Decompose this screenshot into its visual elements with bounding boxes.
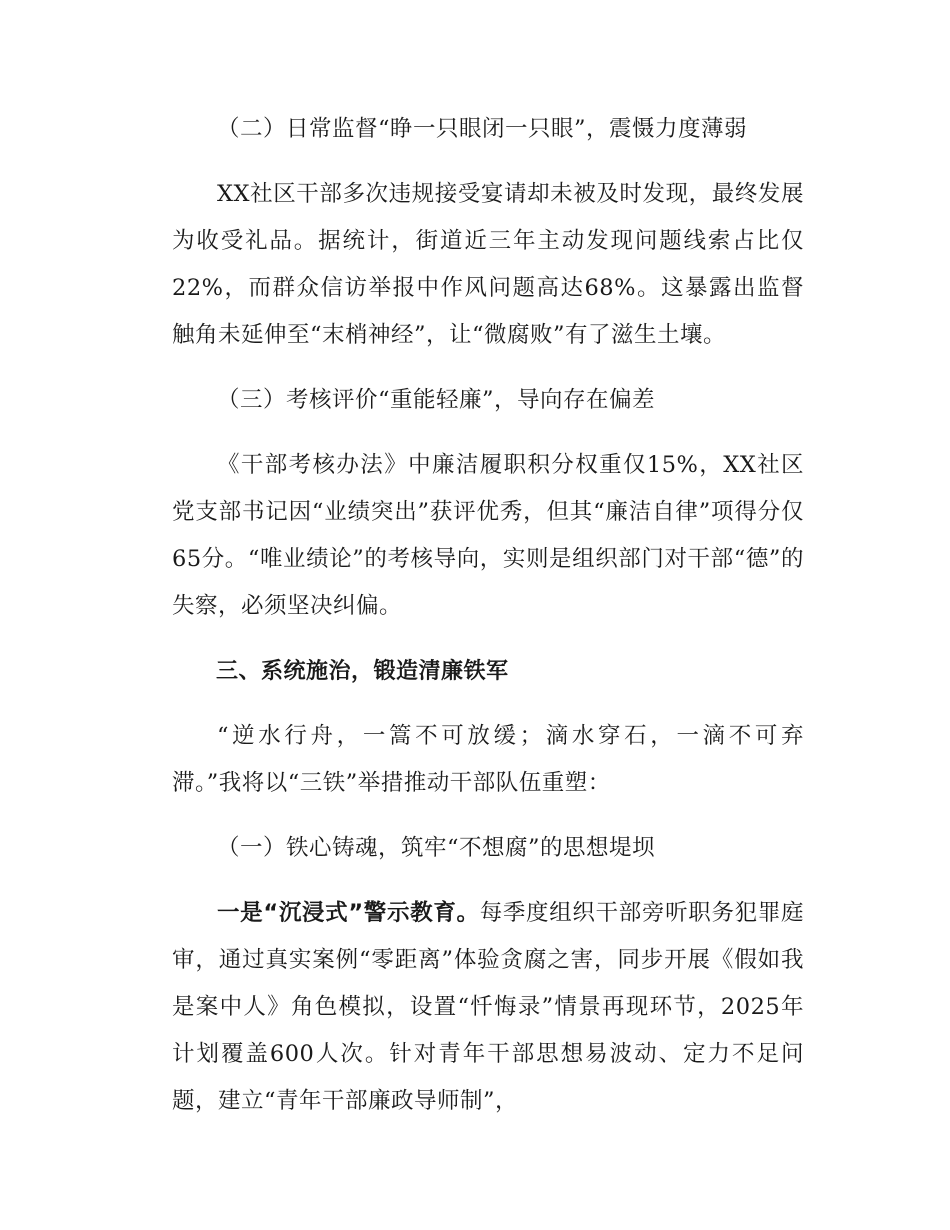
spacer xyxy=(172,359,804,377)
section-heading-3: 三、系统施治，锻造清廉铁军 xyxy=(216,659,509,684)
section-intro-3: “逆水行舟，一篙不可放缓；滴水穿石，一滴不可弃滞。”我将以“三铁”举措推动干部队伍重塑： xyxy=(172,723,804,796)
section-heading-3-1: （一）铁心铸魂，筑牢“不想腐”的思想堤坝 xyxy=(217,835,656,861)
spacer xyxy=(172,807,804,825)
spacer xyxy=(172,872,804,890)
spacer xyxy=(172,153,804,171)
section-body-2-2: XX社区干部多次违规接受宴请却未被及时发现，最终发展为收受礼品。据统计，街道近三年主动发现问题线索占比仅22%，而群众信访举报中作风问题高达68%。这暴露出监督触角未延伸至“末梢神经”，让“微腐败”有了滋生土壤。 xyxy=(172,181,804,348)
lead-phrase: 一是“沉浸式”警示教育。 xyxy=(217,900,480,926)
body-text: 每季度组织干部旁听职务犯罪庭审，通过真实案例“零距离”体验贪腐之害，同步开展《假如我是案中人》角色模拟，设置“忏悔录”情景再现环节，2025年计划覆盖600人次。针对青年干部思想易波动、定力不足问题，建立“青年干部廉政导师制”， xyxy=(172,900,804,1114)
spacer xyxy=(172,630,804,648)
document-page xyxy=(172,106,804,1125)
section-heading-2-3: （三）考核评价“重能轻廉”，导向存在偏差 xyxy=(217,387,656,413)
section-body-3-1 xyxy=(172,890,804,1125)
spacer xyxy=(172,695,804,713)
section-body-2-3: 《干部考核办法》中廉洁履职积分权重仅15%，XX社区党支部书记因“业绩突出”获评优秀，但其“廉洁自律”项得分仅65分。“唯业绩论”的考核导向，实则是组织部门对干部“德”的失察，必须坚决纠偏。 xyxy=(172,452,804,619)
spacer xyxy=(172,424,804,442)
section-heading-2-2: （二）日常监督“睁一只眼闭一只眼”，震慑力度薄弱 xyxy=(217,116,748,142)
